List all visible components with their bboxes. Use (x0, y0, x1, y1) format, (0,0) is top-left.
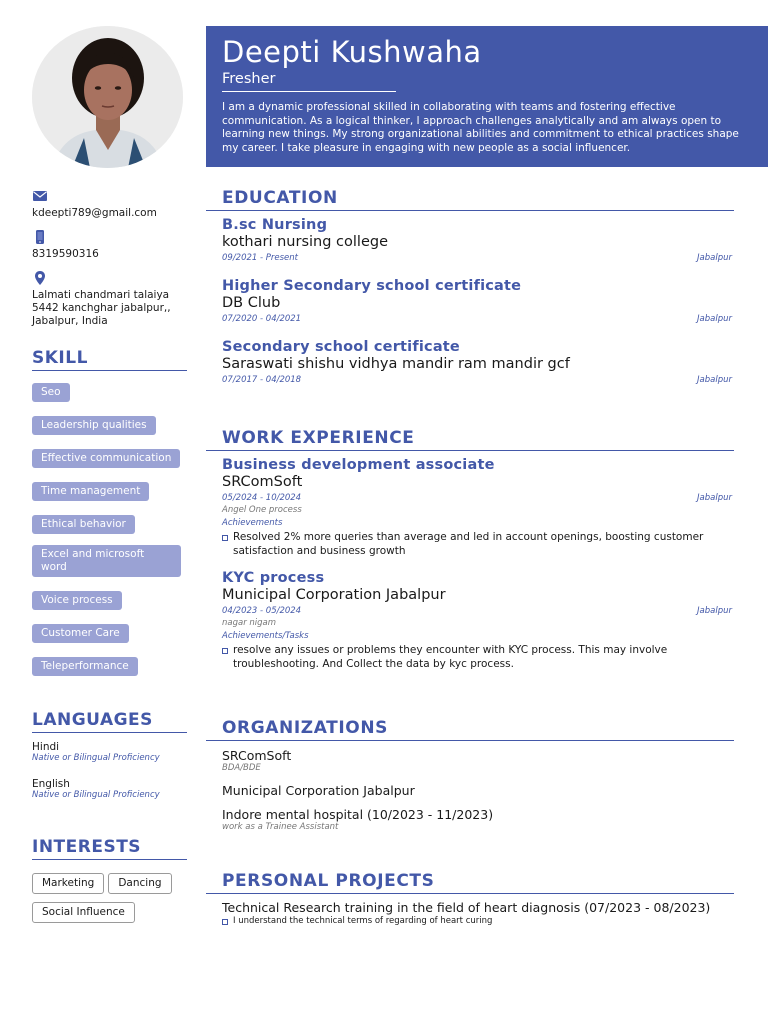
sidebar (32, 26, 187, 337)
language-name: Hindi (32, 741, 60, 753)
profile-photo (32, 26, 183, 168)
education-section (206, 188, 734, 387)
work-company: SRComSoft (222, 474, 303, 490)
organizations-heading: ORGANIZATIONS (206, 718, 734, 741)
work-role: Business development associate (222, 457, 495, 473)
education-school: Saraswati shishu vidhya mandir ram mandir gcf (222, 356, 570, 372)
education-degree: B.sc Nursing (222, 217, 328, 233)
education-dates: 07/2020 - 04/2021 (222, 314, 302, 324)
skill-tag: Seo (32, 383, 70, 402)
work-bullet: Resolved 2% more queries than average and led in account openings, boosting customer satisfaction and business growth (222, 531, 734, 558)
location-pin-icon (32, 270, 48, 286)
language-level: Native or Bilingual Proficiency (32, 753, 160, 763)
project-bullet: I understand the technical terms of regarding of heart curing (222, 916, 734, 927)
phone-icon (32, 229, 48, 245)
education-dates: 07/2017 - 04/2018 (222, 375, 302, 385)
education-entry (206, 277, 734, 326)
projects-section (206, 871, 734, 927)
project-entry (206, 900, 734, 927)
work-meta (222, 605, 734, 618)
work-location: Jabalpur (697, 606, 732, 616)
phone-text[interactable]: 8319590316 (32, 248, 99, 260)
work-section (206, 428, 734, 671)
language-item (32, 778, 187, 801)
skill-tag: Voice process (32, 591, 122, 610)
organization-name: Municipal Corporation Jabalpur (222, 783, 415, 798)
education-heading: EDUCATION (206, 188, 734, 211)
education-meta (222, 313, 734, 326)
work-entry (206, 456, 734, 558)
interest-tag: Social Influence (32, 902, 135, 923)
organization-entry (206, 783, 734, 798)
interest-tag: Dancing (108, 873, 171, 894)
organization-role: work as a Trainee Assistant (222, 822, 339, 832)
candidate-title: Fresher (222, 71, 276, 87)
skill-tag: Leadership qualities (32, 416, 156, 435)
address-line: Lalmati chandmari talaiya (32, 289, 170, 301)
education-location: Jabalpur (697, 375, 732, 385)
work-heading: WORK EXPERIENCE (206, 428, 734, 451)
skill-tag: Ethical behavior (32, 515, 135, 534)
interest-tag: Marketing (32, 873, 104, 894)
organizations-section (206, 718, 734, 833)
projects-heading: PERSONAL PROJECTS (206, 871, 734, 894)
contact-email (32, 188, 187, 220)
skills-list (32, 380, 187, 687)
organization-entry (206, 748, 734, 774)
education-entry (206, 216, 734, 265)
education-school: kothari nursing college (222, 234, 388, 250)
contact-address (32, 270, 187, 328)
education-dates: 09/2021 - Present (222, 253, 299, 263)
education-meta (222, 252, 734, 265)
languages-heading: LANGUAGES (32, 710, 187, 733)
interests-section (32, 837, 187, 929)
work-entry (206, 569, 734, 671)
work-company: Municipal Corporation Jabalpur (222, 587, 446, 603)
skills-heading: SKILL (32, 348, 187, 371)
work-role: KYC process (222, 570, 325, 586)
organization-name: Indore mental hospital (10/2023 - 11/2023) (222, 807, 494, 822)
work-achievements-label: Achievements (222, 518, 283, 528)
languages-section (32, 710, 187, 801)
education-meta (222, 374, 734, 387)
education-school: DB Club (222, 295, 281, 311)
skill-tag: Excel and microsoft word (32, 545, 181, 577)
work-bullet: resolve any issues or problems they encounter with KYC process. This may involve troubleshooting. And Collect the data by kyc process. (222, 644, 734, 671)
work-note: nagar nigam (222, 618, 277, 628)
work-meta (222, 492, 734, 505)
education-entry (206, 338, 734, 387)
interests-heading: INTERESTS (32, 837, 187, 860)
skill-tag: Effective communication (32, 449, 180, 468)
work-dates: 04/2023 - 05/2024 (222, 606, 302, 616)
education-location: Jabalpur (697, 314, 732, 324)
interests-list (32, 871, 187, 929)
email-text[interactable]: kdeepti789@gmail.com (32, 207, 157, 219)
language-level: Native or Bilingual Proficiency (32, 790, 160, 800)
work-location: Jabalpur (697, 493, 732, 503)
contact-info (32, 188, 187, 328)
contact-phone (32, 229, 187, 261)
address-line: 5442 kanchghar jabalpur,, (32, 302, 171, 314)
organization-role: BDA/BDE (222, 763, 261, 773)
title-divider (222, 91, 396, 92)
profile-photo-illustration (32, 26, 183, 168)
language-name: English (32, 778, 70, 790)
envelope-icon (32, 188, 48, 204)
organization-entry (206, 807, 734, 833)
organization-name: SRComSoft (222, 748, 292, 763)
skill-tag: Teleperformance (32, 657, 138, 676)
profile-summary: I am a dynamic professional skilled in collaborating with teams and fostering effective communication. As a logical thinker, I approach challenges analytically and am always open to learning new things. My strong organizational abilities and commitment to ethical practices shape my career. I take pleasure in engaging with new people as a social influencer. (222, 101, 739, 154)
work-dates: 05/2024 - 10/2024 (222, 493, 302, 503)
skill-tag: Customer Care (32, 624, 129, 643)
language-item (32, 741, 187, 764)
candidate-name: Deepti Kushwaha (222, 35, 482, 69)
skills-section (32, 348, 187, 687)
work-achievements-label: Achievements/Tasks (222, 631, 309, 641)
project-name: Technical Research training in the field of heart diagnosis (07/2023 - 08/2023) (222, 900, 711, 915)
education-degree: Higher Secondary school certificate (222, 278, 522, 294)
address-line: Jabalpur, India (32, 315, 108, 327)
work-note: Angel One process (222, 505, 302, 515)
skill-tag: Time management (32, 482, 149, 501)
education-degree: Secondary school certificate (222, 339, 460, 355)
resume-header (206, 26, 768, 167)
education-location: Jabalpur (697, 253, 732, 263)
